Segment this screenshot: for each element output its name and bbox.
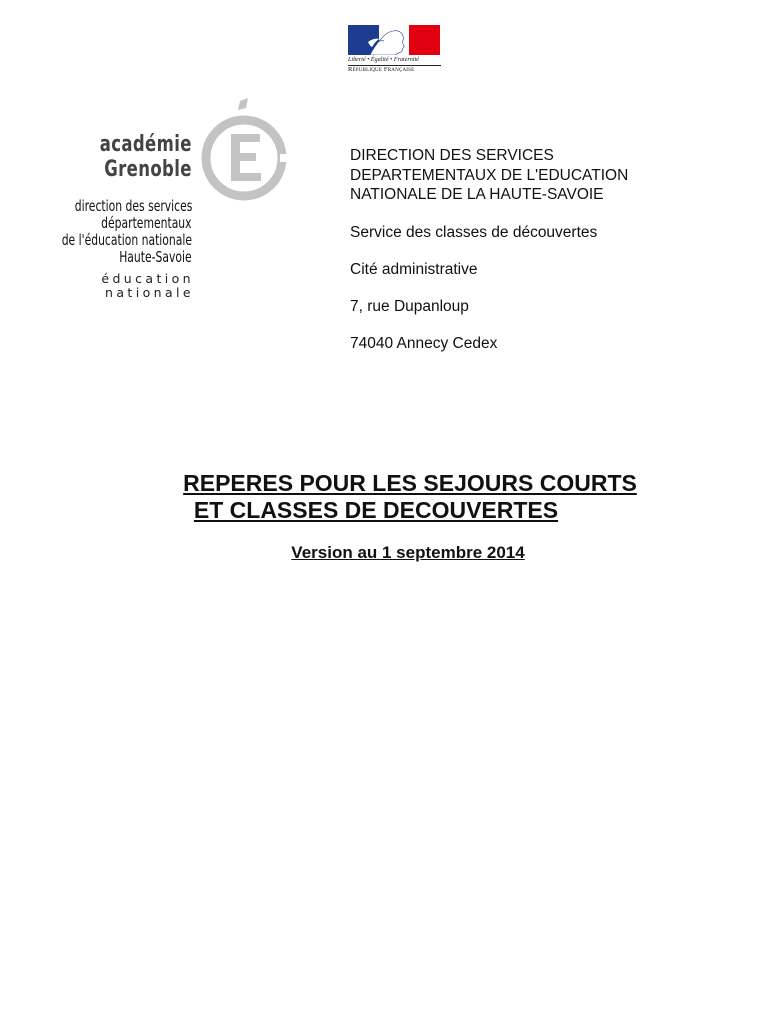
postal-city: 74040 Annecy Cedex (350, 334, 498, 352)
education-nationale-e-icon (182, 98, 302, 204)
academie-logo (40, 98, 270, 308)
academie-direction-line: Haute-Savoie (119, 248, 192, 266)
republique-name: République Française (348, 66, 415, 73)
document-title (100, 470, 720, 524)
academie-education-line: nationale (105, 285, 194, 300)
academie-direction-line: de l'éducation nationale (61, 231, 192, 249)
academie-city: Grenoble (104, 157, 192, 182)
document-title-line: REPERES POUR LES SEJOURS COURTS (183, 470, 637, 496)
street-address: 7, rue Dupanloup (350, 297, 469, 315)
direction-line: NATIONALE DE LA HAUTE-SAVOIE (350, 186, 604, 203)
document-title-line: ET CLASSES DE DECOUVERTES (193, 497, 559, 523)
academie-direction-line: départementaux (101, 214, 192, 232)
academie-name: académie (99, 132, 192, 157)
direction-line: DIRECTION DES SERVICES (350, 147, 554, 164)
building-name: Cité administrative (350, 260, 478, 278)
academie-direction-line: direction des services (74, 197, 192, 215)
republique-francaise-logo (348, 25, 441, 74)
republique-motto: Liberté • Égalité • Fraternité (348, 57, 441, 66)
direction-line: DEPARTEMENTAUX DE L'EDUCATION (350, 166, 629, 184)
sender-address-block (350, 146, 750, 353)
service-name: Service des classes de découvertes (350, 223, 598, 241)
marianne-flag-icon (348, 25, 440, 55)
document-version: Version au 1 septembre 2014 (291, 543, 525, 562)
academie-education-line: éducation (101, 271, 194, 286)
